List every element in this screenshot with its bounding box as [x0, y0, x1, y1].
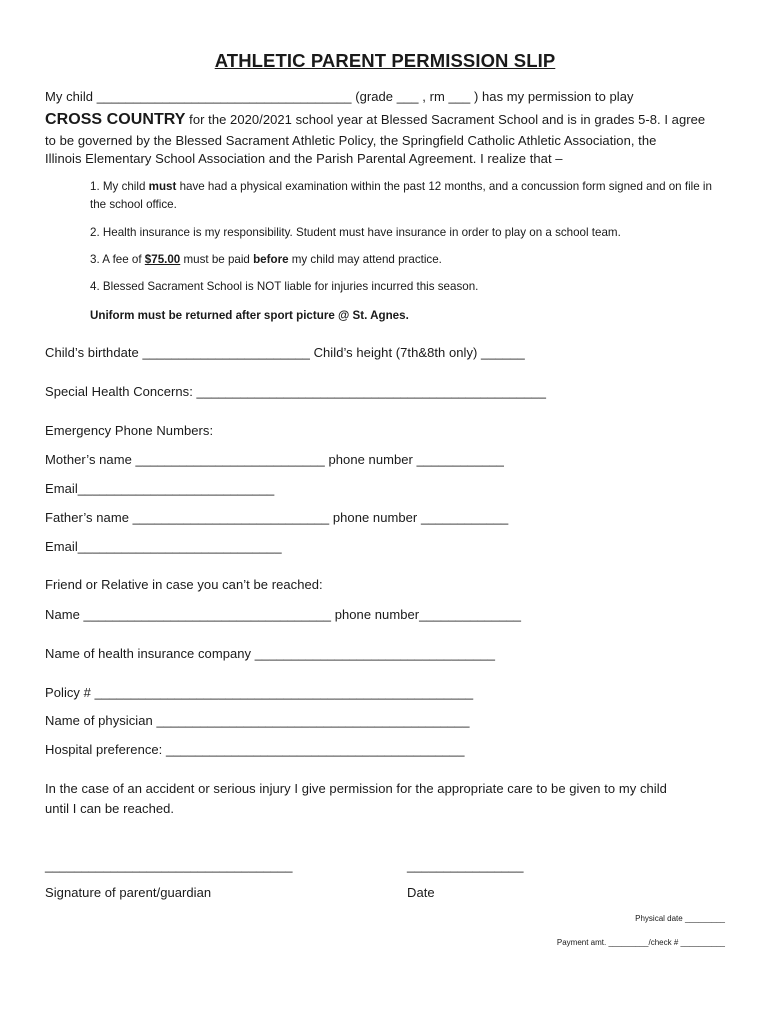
mother-email-field[interactable]: Email___________________________ — [45, 481, 275, 496]
physical-date-field[interactable]: Physical date _________ — [635, 914, 725, 923]
friend-heading: Friend or Relative in case you can’t be reached: — [45, 577, 323, 592]
insurance-company-field[interactable]: Name of health insurance company _________________________________ — [45, 646, 496, 661]
father-field[interactable]: Father’s name ___________________________ phone number ____________ — [45, 510, 509, 525]
intro-line-2 — [45, 111, 705, 129]
consent-line-2: until I can be reached. — [45, 801, 175, 816]
sport-name: CROSS COUNTRY — [45, 111, 186, 128]
father-email-field[interactable]: Email____________________________ — [45, 539, 282, 554]
intro-line-4: Illinois Elementary School Association and the Parish Parental Agreement. I realize that – — [45, 151, 563, 166]
signature-label: Signature of parent/guardian — [45, 885, 212, 900]
list-item-insurance: 2. Health insurance is my responsibility. Student must have insurance in order to play on a school team. — [90, 226, 621, 239]
policy-field[interactable]: Policy # ____________________________________________________ — [45, 685, 474, 700]
payment-field[interactable]: Payment amt. _________/check # __________ — [556, 938, 725, 947]
hospital-field[interactable]: Hospital preference: _________________________________________ — [45, 742, 465, 757]
emergency-heading: Emergency Phone Numbers: — [45, 423, 214, 438]
health-concerns-field[interactable]: Special Health Concerns: ________________________________________________ — [45, 384, 546, 399]
intro-line-3: to be governed by the Blessed Sacrament Athletic Policy, the Springfield Catholic Athletic Association, the — [45, 133, 657, 148]
birthdate-field[interactable]: Child’s birthdate _______________________ Child’s height (7th&8th only) ______ — [45, 345, 525, 360]
list-item-fee: 3. A fee of $75.00 must be paid before my child may attend practice. — [90, 253, 442, 266]
friend-name-field[interactable]: Name __________________________________ phone number______________ — [45, 607, 522, 622]
intro-line-1: My child ___________________________________ (grade ___ , rm ___ ) has my permission to play — [45, 89, 634, 104]
uniform-note: Uniform must be returned after sport picture @ St. Agnes. — [90, 309, 409, 322]
physician-field[interactable]: Name of physician ___________________________________________ — [45, 713, 470, 728]
date-line[interactable]: ________________ — [407, 858, 524, 873]
date-label: Date — [407, 885, 435, 900]
list-item-physical: 1. My child must have had a physical examination within the past 12 months, and a concussion form signed and on file in the school office. — [90, 180, 712, 211]
page-title: ATHLETIC PARENT PERMISSION SLIP — [214, 50, 556, 71]
intro-line-2-text: for the 2020/2021 school year at Blessed Sacrament School and is in grades 5-8. I agree — [185, 112, 706, 127]
signature-line[interactable]: __________________________________ — [45, 858, 293, 873]
list-item-liability: 4. Blessed Sacrament School is NOT liable for injuries incurred this season. — [90, 280, 479, 293]
mother-field[interactable]: Mother’s name __________________________ phone number ____________ — [45, 452, 504, 467]
consent-line-1: In the case of an accident or serious injury I give permission for the appropriate care to be given to my child — [45, 781, 667, 796]
